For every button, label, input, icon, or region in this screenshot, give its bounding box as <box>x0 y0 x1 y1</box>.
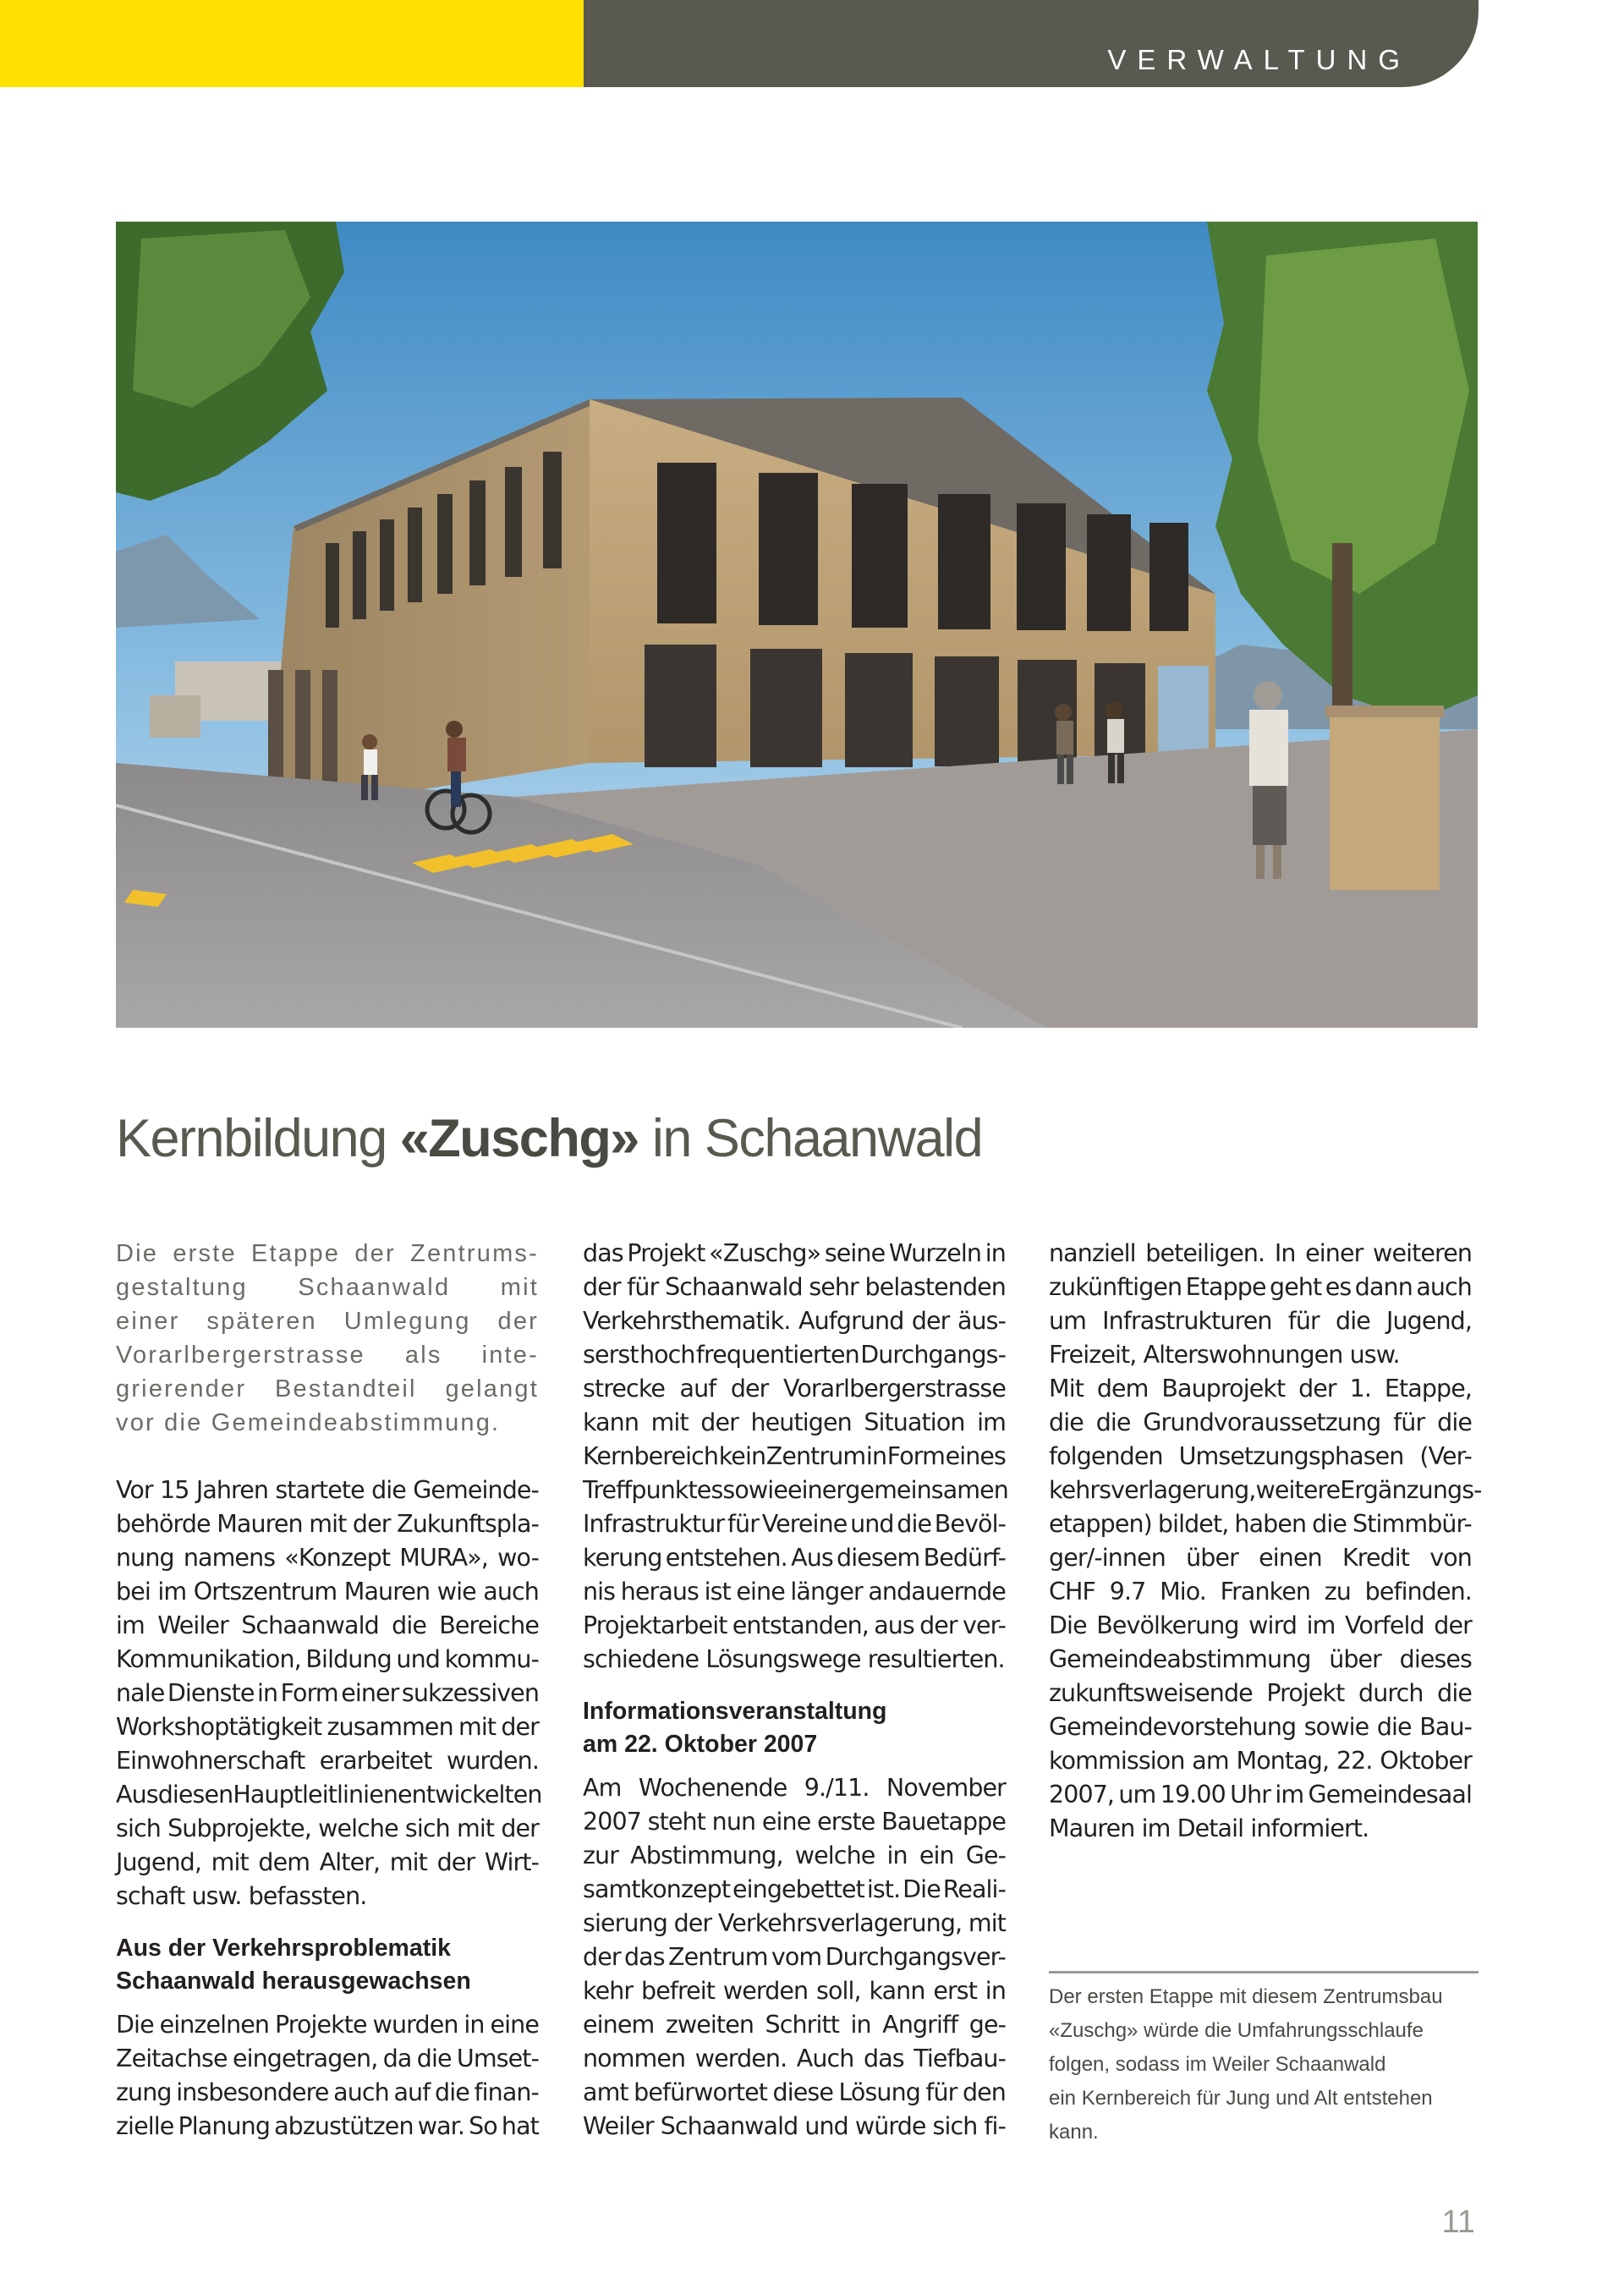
text-line: der das Zentrum vom Durchgangsver- <box>583 1943 1006 1971</box>
text-line: nung namens «Konzept MURA», wo- <box>116 1544 539 1572</box>
text-line: Vor 15 Jahren startete die Gemeinde- <box>116 1476 539 1504</box>
lead-line: einer späteren Umlegung der <box>116 1308 539 1335</box>
text-line: bei im Ortszentrum Mauren wie auch <box>116 1578 539 1606</box>
text-line: sich Subprojekte, welche sich mit der <box>116 1814 539 1842</box>
text-line: Verkehrsthematik. Aufgrund der äus- <box>583 1307 1006 1335</box>
lead-paragraph <box>116 1237 539 1440</box>
text-line: Am Wochenende 9./11. November <box>583 1774 1006 1802</box>
lead-line: vor die Gemeindeabstimmung. <box>116 1409 501 1436</box>
page-number: 11 <box>1441 2204 1475 2240</box>
text-line: schiedene Lösungswege resultierten. <box>583 1645 1005 1673</box>
text-line: nis heraus ist eine länger andauernde <box>583 1578 1006 1606</box>
text-line: Kommunikation, Bildung und kommu- <box>116 1645 539 1673</box>
subheading-line: am 22. Oktober 2007 <box>583 1731 818 1758</box>
text-line: Weiler Schaanwald und würde sich fi- <box>583 2112 1006 2140</box>
text-line: strecke auf der Vorarlbergerstrasse <box>583 1375 1006 1402</box>
text-line: im Weiler Schaanwald die Bereiche <box>116 1611 539 1639</box>
text-line: Workshoptätigkeit zusammen mit der <box>116 1713 539 1741</box>
text-line: um Infrastrukturen für die Jugend, <box>1049 1307 1472 1335</box>
section-label: VERWALTUNG <box>1107 44 1411 75</box>
text-line: nale Dienste in Form einer sukzessiven <box>116 1679 539 1707</box>
lead-line: Vorarlbergerstrasse als inte- <box>116 1342 539 1369</box>
text-line: kehrsverlagerung, weitere Ergänzungs- <box>1049 1476 1482 1504</box>
text-line: einem zweiten Schritt in Angriff ge- <box>583 2011 1006 2039</box>
text-line: zukünftigen Etappe geht es dann auch <box>1049 1273 1472 1301</box>
text-line: Gemeindeabstimmung über dieses <box>1049 1645 1472 1673</box>
subheading-line: Informationsveranstaltung <box>583 1698 887 1725</box>
text-line: sierung der Verkehrsverlagerung, mit <box>583 1909 1006 1937</box>
subheading <box>116 1932 539 1998</box>
text-line: das Projekt «Zuschg» seine Wurzeln in <box>583 1239 1006 1267</box>
lead-line: gestaltung Schaanwald mit <box>116 1274 539 1301</box>
text-line: Projektarbeit entstanden, aus der ver- <box>583 1611 1006 1639</box>
text-column-2 <box>583 1237 1006 2144</box>
text-line: schaft usw. befassten. <box>116 1882 367 1910</box>
text-line: Gemeindevorstehung sowie die Bau- <box>1049 1713 1472 1741</box>
text-column-3 <box>1049 1237 1482 1846</box>
header-accent-bar <box>0 0 584 87</box>
title-project-name: «Zuschg» <box>399 1109 639 1168</box>
subheading-line: Schaanwald herausgewachsen <box>116 1968 471 1995</box>
text-line: folgenden Umsetzungsphasen (Ver- <box>1049 1442 1472 1470</box>
paragraph <box>116 2008 539 2144</box>
photo-illustration <box>116 222 1478 1028</box>
text-line: Die einzelnen Projekte wurden in eine <box>116 2011 539 2039</box>
caption-line: folgen, sodass im Weiler Schaanwald <box>1049 2053 1386 2076</box>
text-line: der für Schaanwald sehr belastenden <box>583 1273 1006 1301</box>
text-line: Freizeit, Alterswohnungen usw. <box>1049 1341 1400 1369</box>
lead-line: grierender Bestandteil gelangt <box>116 1375 539 1402</box>
paragraph <box>116 1474 542 1913</box>
text-line: zung insbesondere auch auf die finan- <box>116 2078 539 2106</box>
text-line: zielle Planung abzustützen war. So hat <box>116 2112 539 2140</box>
text-line: Kernbereich kein Zentrum in Form eines <box>583 1442 1006 1470</box>
text-line: Aus diesen Hauptleitlinien entwickelten <box>116 1781 542 1809</box>
caption-line: ein Kernbereich für Jung und Alt entstehen <box>1049 2087 1433 2110</box>
text-line: CHF 9.7 Mio. Franken zu befinden. <box>1049 1578 1472 1606</box>
paragraph <box>1049 1237 1482 1846</box>
text-line: Jugend, mit dem Alter, mit der Wirt- <box>116 1848 539 1876</box>
text-line: Mit dem Bauprojekt der 1. Etappe, <box>1049 1375 1472 1402</box>
caption-divider <box>1049 1971 1479 1973</box>
lead-line: Die erste Etappe der Zentrums- <box>116 1240 539 1267</box>
text-line: Zeitachse eingetragen, da die Umset- <box>116 2045 539 2072</box>
text-line: kommission am Montag, 22. Oktober <box>1049 1747 1472 1775</box>
text-line: kerung entstehen. Aus diesem Bedürf- <box>583 1544 1006 1572</box>
text-line: samtkonzept eingebettet ist. Die Reali- <box>583 1875 1006 1903</box>
caption-line: kann. <box>1049 2121 1099 2144</box>
text-line: 2007, um 19.00 Uhr im Gemeindesaal <box>1049 1781 1472 1809</box>
paragraph <box>583 1237 1006 1677</box>
text-line: die die Grundvoraussetzung für die <box>1049 1408 1472 1436</box>
text-line: nanziell beteiligen. In einer weiteren <box>1049 1239 1472 1267</box>
text-line: kehr befreit werden soll, kann erst in <box>583 1977 1006 2005</box>
text-line: 2007 steht nun eine erste Bauetappe <box>583 1808 1006 1836</box>
header-section-bar <box>584 0 1479 87</box>
title-suffix: in Schaanwald <box>638 1109 983 1168</box>
paragraph <box>583 1771 1006 2144</box>
caption-line: Der ersten Etappe mit diesem Zentrumsbau <box>1049 1985 1443 2008</box>
article-title <box>116 1108 982 1169</box>
text-line: ger/-innen über einen Kredit von <box>1049 1544 1472 1572</box>
subheading <box>583 1695 1006 1761</box>
text-line: Mauren im Detail informiert. <box>1049 1814 1369 1842</box>
text-line: Infrastruktur für Vereine und die Bevöl- <box>583 1510 1006 1538</box>
text-line: zukunftsweisende Projekt durch die <box>1049 1679 1472 1707</box>
text-line: Die Bevölkerung wird im Vorfeld der <box>1049 1611 1472 1639</box>
text-line: etappen) bildet, haben die Stimmbür- <box>1049 1510 1472 1538</box>
text-line: zur Abstimmung, welche in ein Ge- <box>583 1842 1006 1869</box>
text-line: Treffpunktes sowie einer gemeinsamen <box>583 1476 1008 1504</box>
text-line: nommen werden. Auch das Tiefbau- <box>583 2045 1006 2072</box>
text-line: behörde Mauren mit der Zukunftspla- <box>116 1510 539 1538</box>
text-line: kann mit der heutigen Situation im <box>583 1408 1006 1436</box>
title-prefix: Kernbildung <box>116 1109 400 1168</box>
text-line: amt befürwortet diese Lösung für den <box>583 2078 1006 2106</box>
text-line: serst hoch frequentierten Durchgangs- <box>583 1341 1006 1369</box>
text-column-1 <box>116 1237 542 2144</box>
photo-caption <box>1049 1980 1489 2149</box>
caption-line: «Zuschg» würde die Umfahrungsschlaufe <box>1049 2019 1424 2042</box>
building-rendering-photo <box>116 222 1478 1028</box>
text-line: Einwohnerschaft erarbeitet wurden. <box>116 1747 539 1775</box>
subheading-line: Aus der Verkehrsproblematik <box>116 1935 451 1962</box>
